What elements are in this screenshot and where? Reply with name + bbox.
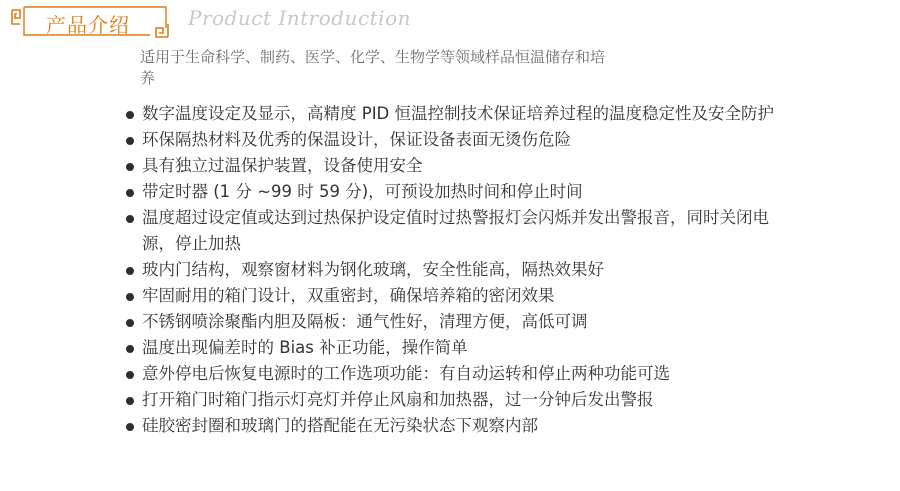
bullet-icon: [126, 319, 134, 327]
feature-text: 玻内门结构，观察窗材料为钢化玻璃，安全性能高，隔热效果好: [142, 260, 604, 279]
feature-text: 温度超过设定值或达到过热保护设定值时过热警报灯会闪烁并发出警报音，同时关闭电源，停止加热: [142, 208, 769, 253]
feature-item: [124, 153, 784, 179]
feature-item: [124, 205, 784, 257]
feature-text: 意外停电后恢复电源时的工作选项功能：有自动运转和停止两种功能可选: [142, 364, 670, 383]
feature-item: [124, 387, 784, 413]
bullet-icon: [126, 111, 134, 119]
feature-item: [124, 309, 784, 335]
bullet-icon: [126, 215, 134, 223]
feature-item: [124, 413, 784, 439]
intro-text: 适用于生命科学、制药、医学、化学、生物学等领域样品恒温储存和培养: [140, 48, 606, 87]
bullet-icon: [126, 423, 134, 431]
feature-text: 环保隔热材料及优秀的保温设计，保证设备表面无烫伤危险: [142, 130, 571, 149]
feature-text: 温度出现偏差时的 Bias 补正功能，操作简单: [142, 338, 468, 357]
feature-text: 牢固耐用的箱门设计，双重密封，确保培养箱的密闭效果: [142, 286, 555, 305]
feature-text: 具有独立过温保护装置，设备使用安全: [142, 156, 423, 175]
title-frame: [10, 4, 168, 36]
feature-item: [124, 361, 784, 387]
feature-item: [124, 127, 784, 153]
feature-text: 硅胶密封圈和玻璃门的搭配能在无污染状态下观察内部: [142, 416, 538, 435]
feature-item: [124, 335, 784, 361]
feature-item: [124, 179, 784, 205]
bullet-icon: [126, 371, 134, 379]
bullet-icon: [126, 267, 134, 275]
feature-text: 打开箱门时箱门指示灯亮灯并停止风扇和加热器，过一分钟后发出警报: [142, 390, 654, 409]
bullet-icon: [126, 137, 134, 145]
bullet-icon: [126, 163, 134, 171]
feature-item: [124, 257, 784, 283]
feature-list: [124, 101, 784, 439]
section-header: [0, 0, 900, 44]
feature-text: 不锈钢喷涂聚酯内胆及隔板：通气性好，清理方便，高低可调: [142, 312, 588, 331]
feature-text: 数字温度设定及显示，高精度 PID 恒温控制技术保证培养过程的温度稳定性及安全防护: [142, 104, 775, 123]
bullet-icon: [126, 293, 134, 301]
feature-item: [124, 283, 784, 309]
bullet-icon: [126, 397, 134, 405]
section-subtitle: Product Introduction: [188, 6, 411, 30]
bullet-icon: [126, 189, 134, 197]
section-title: 产品介绍: [46, 13, 130, 37]
feature-text: 带定时器 (1 分 ~99 时 59 分)，可预设加热时间和停止时间: [142, 182, 583, 201]
bullet-icon: [126, 345, 134, 353]
feature-item: [124, 101, 784, 127]
